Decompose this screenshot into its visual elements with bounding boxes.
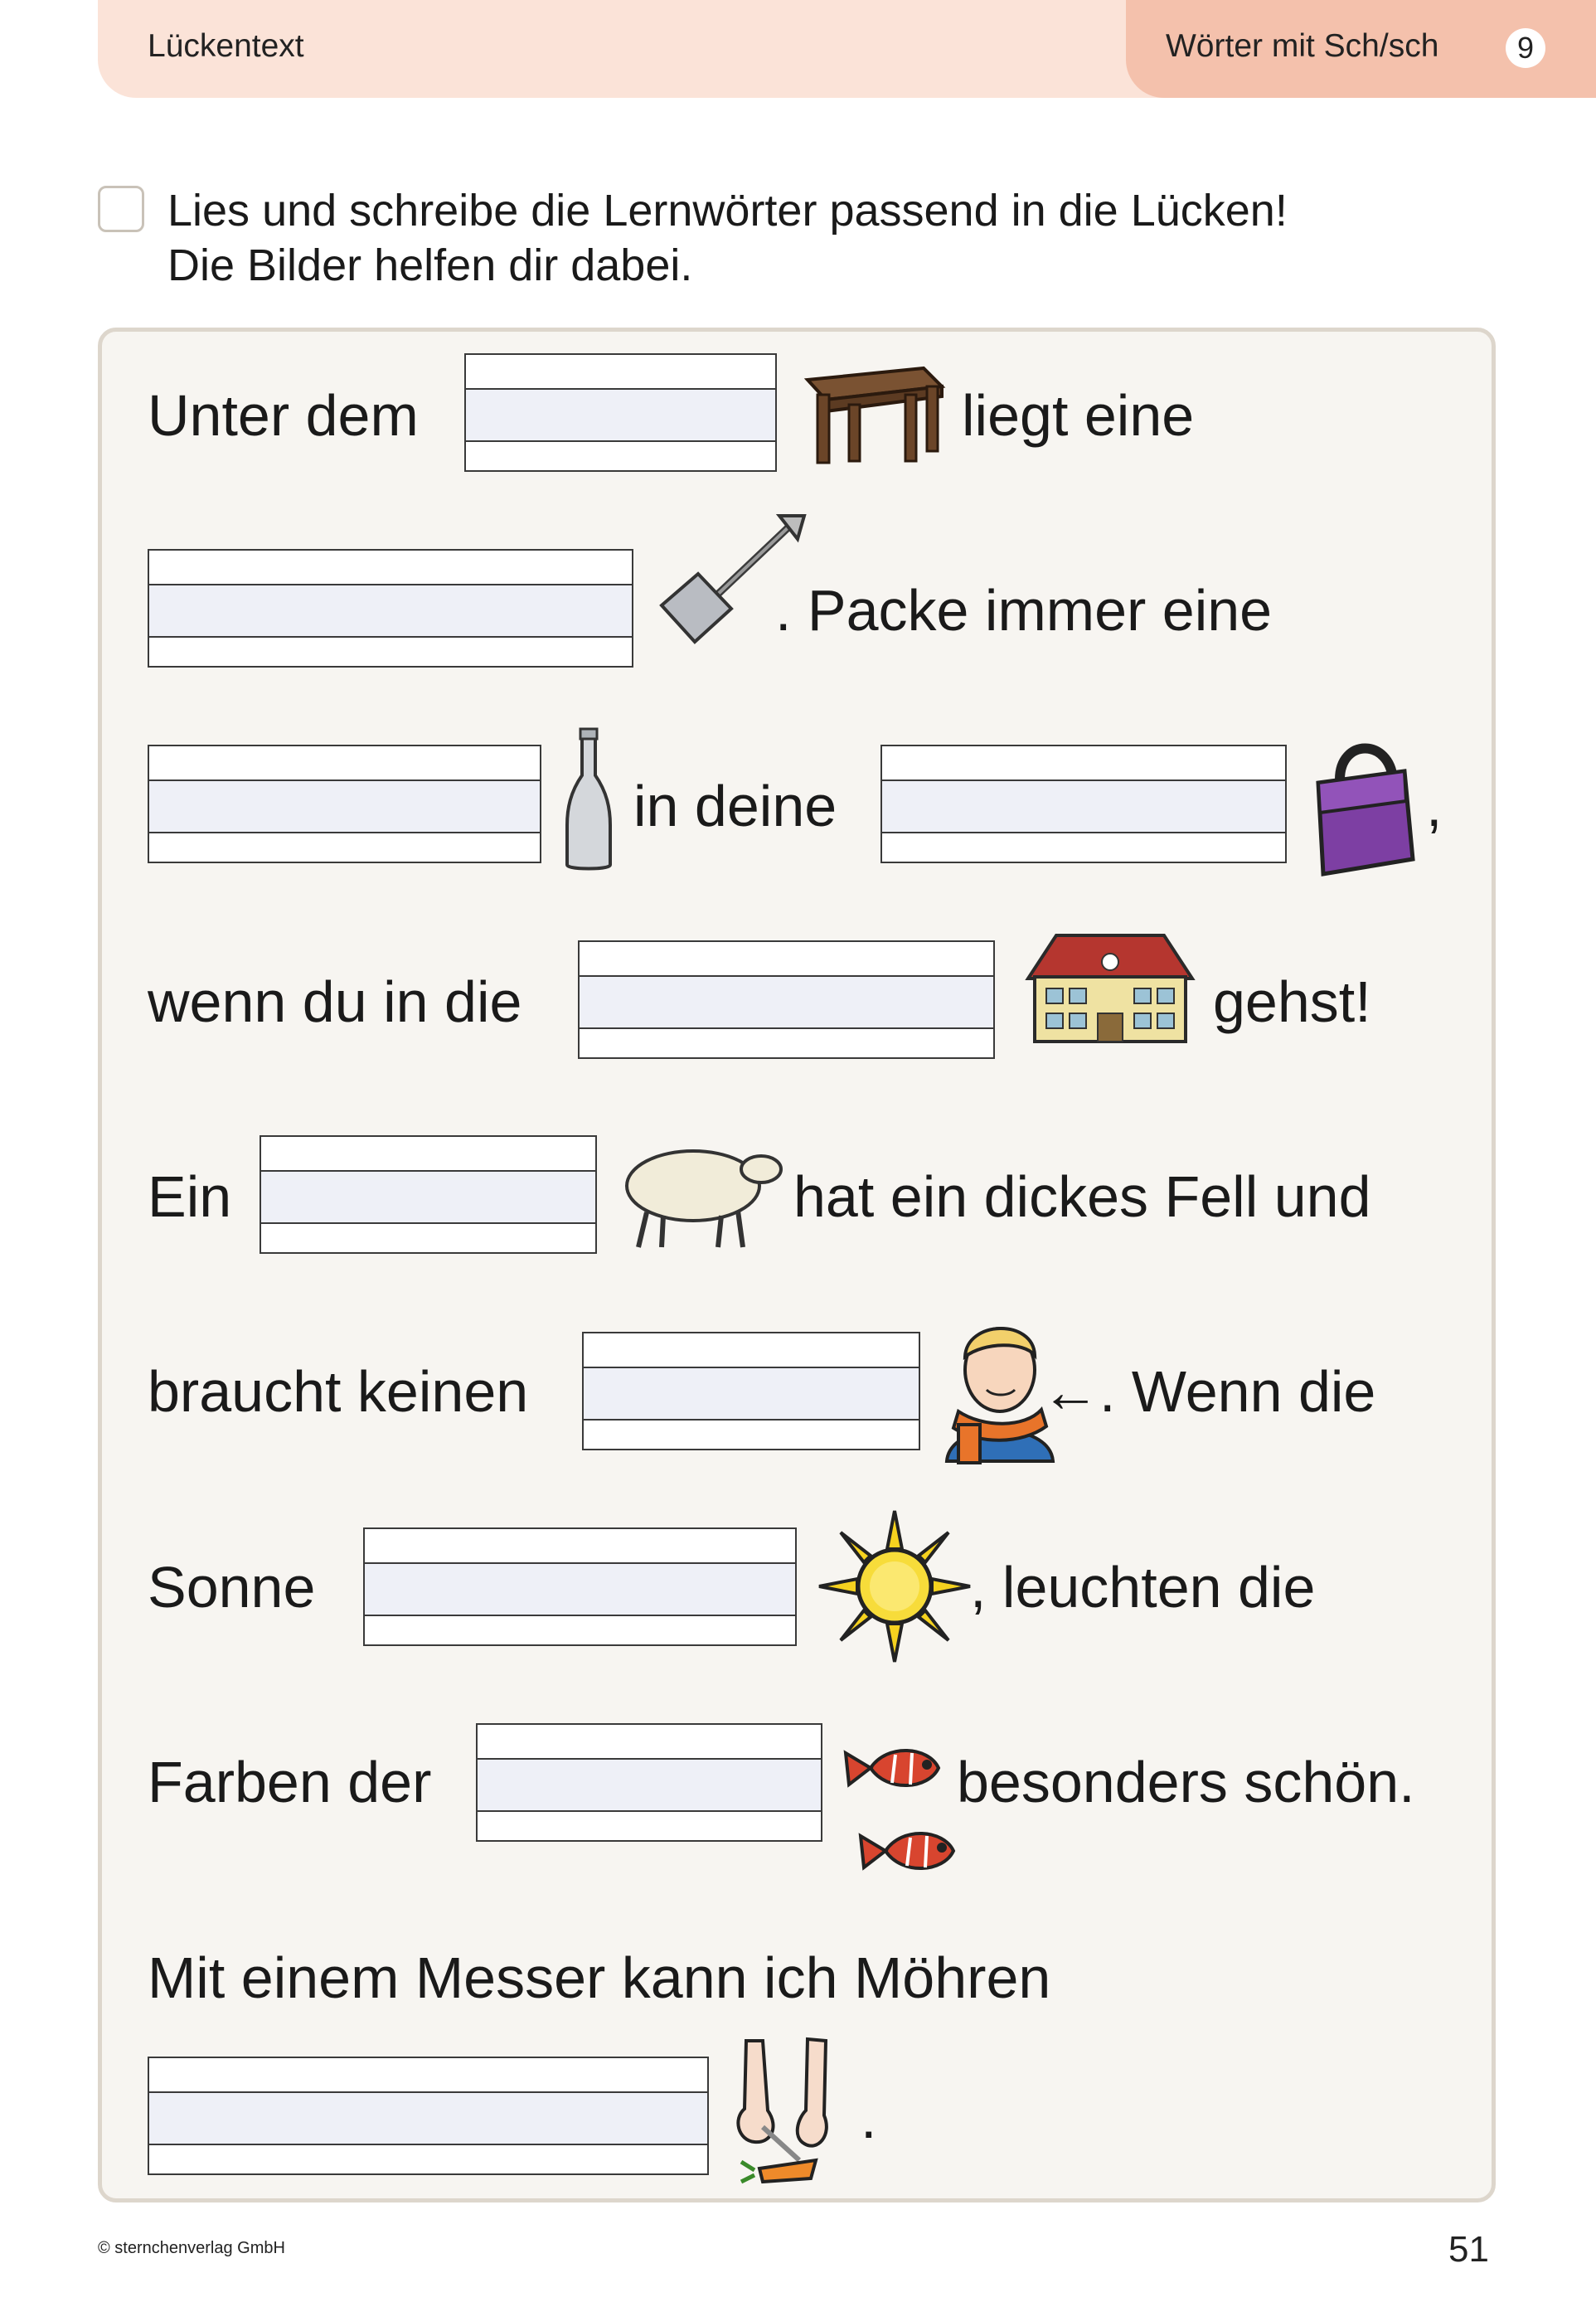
text-gehst: gehst! (1213, 969, 1371, 1034)
done-checkbox[interactable] (98, 186, 144, 232)
answer-blank-4[interactable] (880, 745, 1287, 863)
text-sonne: Sonne (148, 1555, 316, 1620)
text-farben-der: Farben der (148, 1750, 432, 1814)
answer-blank-1[interactable] (464, 353, 777, 472)
peeling-carrot-icon (730, 2036, 846, 2193)
text-mit-einem-messer: Mit einem Messer kann ich Möhren (148, 1945, 1051, 2010)
text-ein: Ein (148, 1164, 232, 1229)
exercise-number-badge: 9 (1506, 28, 1545, 68)
school-icon (1023, 930, 1197, 1047)
text-braucht-keinen: braucht keinen (148, 1359, 529, 1424)
text-packe-immer-eine: . Packe immer eine (775, 578, 1273, 643)
answer-blank-7[interactable] (582, 1332, 920, 1450)
instruction-line-1: Lies und schreibe die Lernwörter passend in die Lücken! (167, 186, 1288, 236)
arrow-pointer: ← (1041, 1359, 1099, 1424)
fish-icon (837, 1735, 970, 1892)
copyright-notice: © sternchenverlag GmbH (98, 2239, 285, 2257)
answer-blank-9[interactable] (476, 1723, 822, 1842)
answer-blank-2[interactable] (148, 549, 633, 668)
text-leuchten-die: , leuchten die (970, 1555, 1316, 1620)
text-unter-dem: Unter dem (148, 383, 419, 448)
text-wenn-du-in-die: wenn du in die (148, 969, 522, 1034)
bottle-icon (564, 726, 614, 875)
page-number: 51 (1448, 2229, 1489, 2270)
table-icon (799, 362, 948, 469)
topic-label: Wörter mit Sch/sch (1166, 28, 1439, 64)
answer-blank-5[interactable] (578, 940, 995, 1059)
text-comma: , (1426, 774, 1443, 838)
text-wenn-die: . Wenn die (1099, 1359, 1376, 1424)
answer-blank-8[interactable] (363, 1527, 797, 1646)
bag-icon (1307, 721, 1419, 879)
answer-blank-10[interactable] (148, 2057, 709, 2175)
text-hat-ein-dickes-fell-und: hat ein dickes Fell und (793, 1164, 1371, 1229)
text-in-deine: in deine (633, 774, 837, 838)
sheep-icon (622, 1136, 783, 1252)
worksheet-type-label: Lückentext (148, 28, 304, 64)
boy-with-scarf-icon (942, 1304, 1058, 1469)
text-period: . (861, 2086, 877, 2150)
text-liegt-eine: liegt eine (962, 383, 1195, 448)
instruction-line-2: Die Bilder helfen dir dabei. (167, 240, 693, 290)
answer-blank-6[interactable] (260, 1135, 597, 1254)
sun-icon (816, 1508, 973, 1665)
answer-blank-3[interactable] (148, 745, 541, 863)
text-besonders-schoen: besonders schön. (957, 1750, 1415, 1814)
